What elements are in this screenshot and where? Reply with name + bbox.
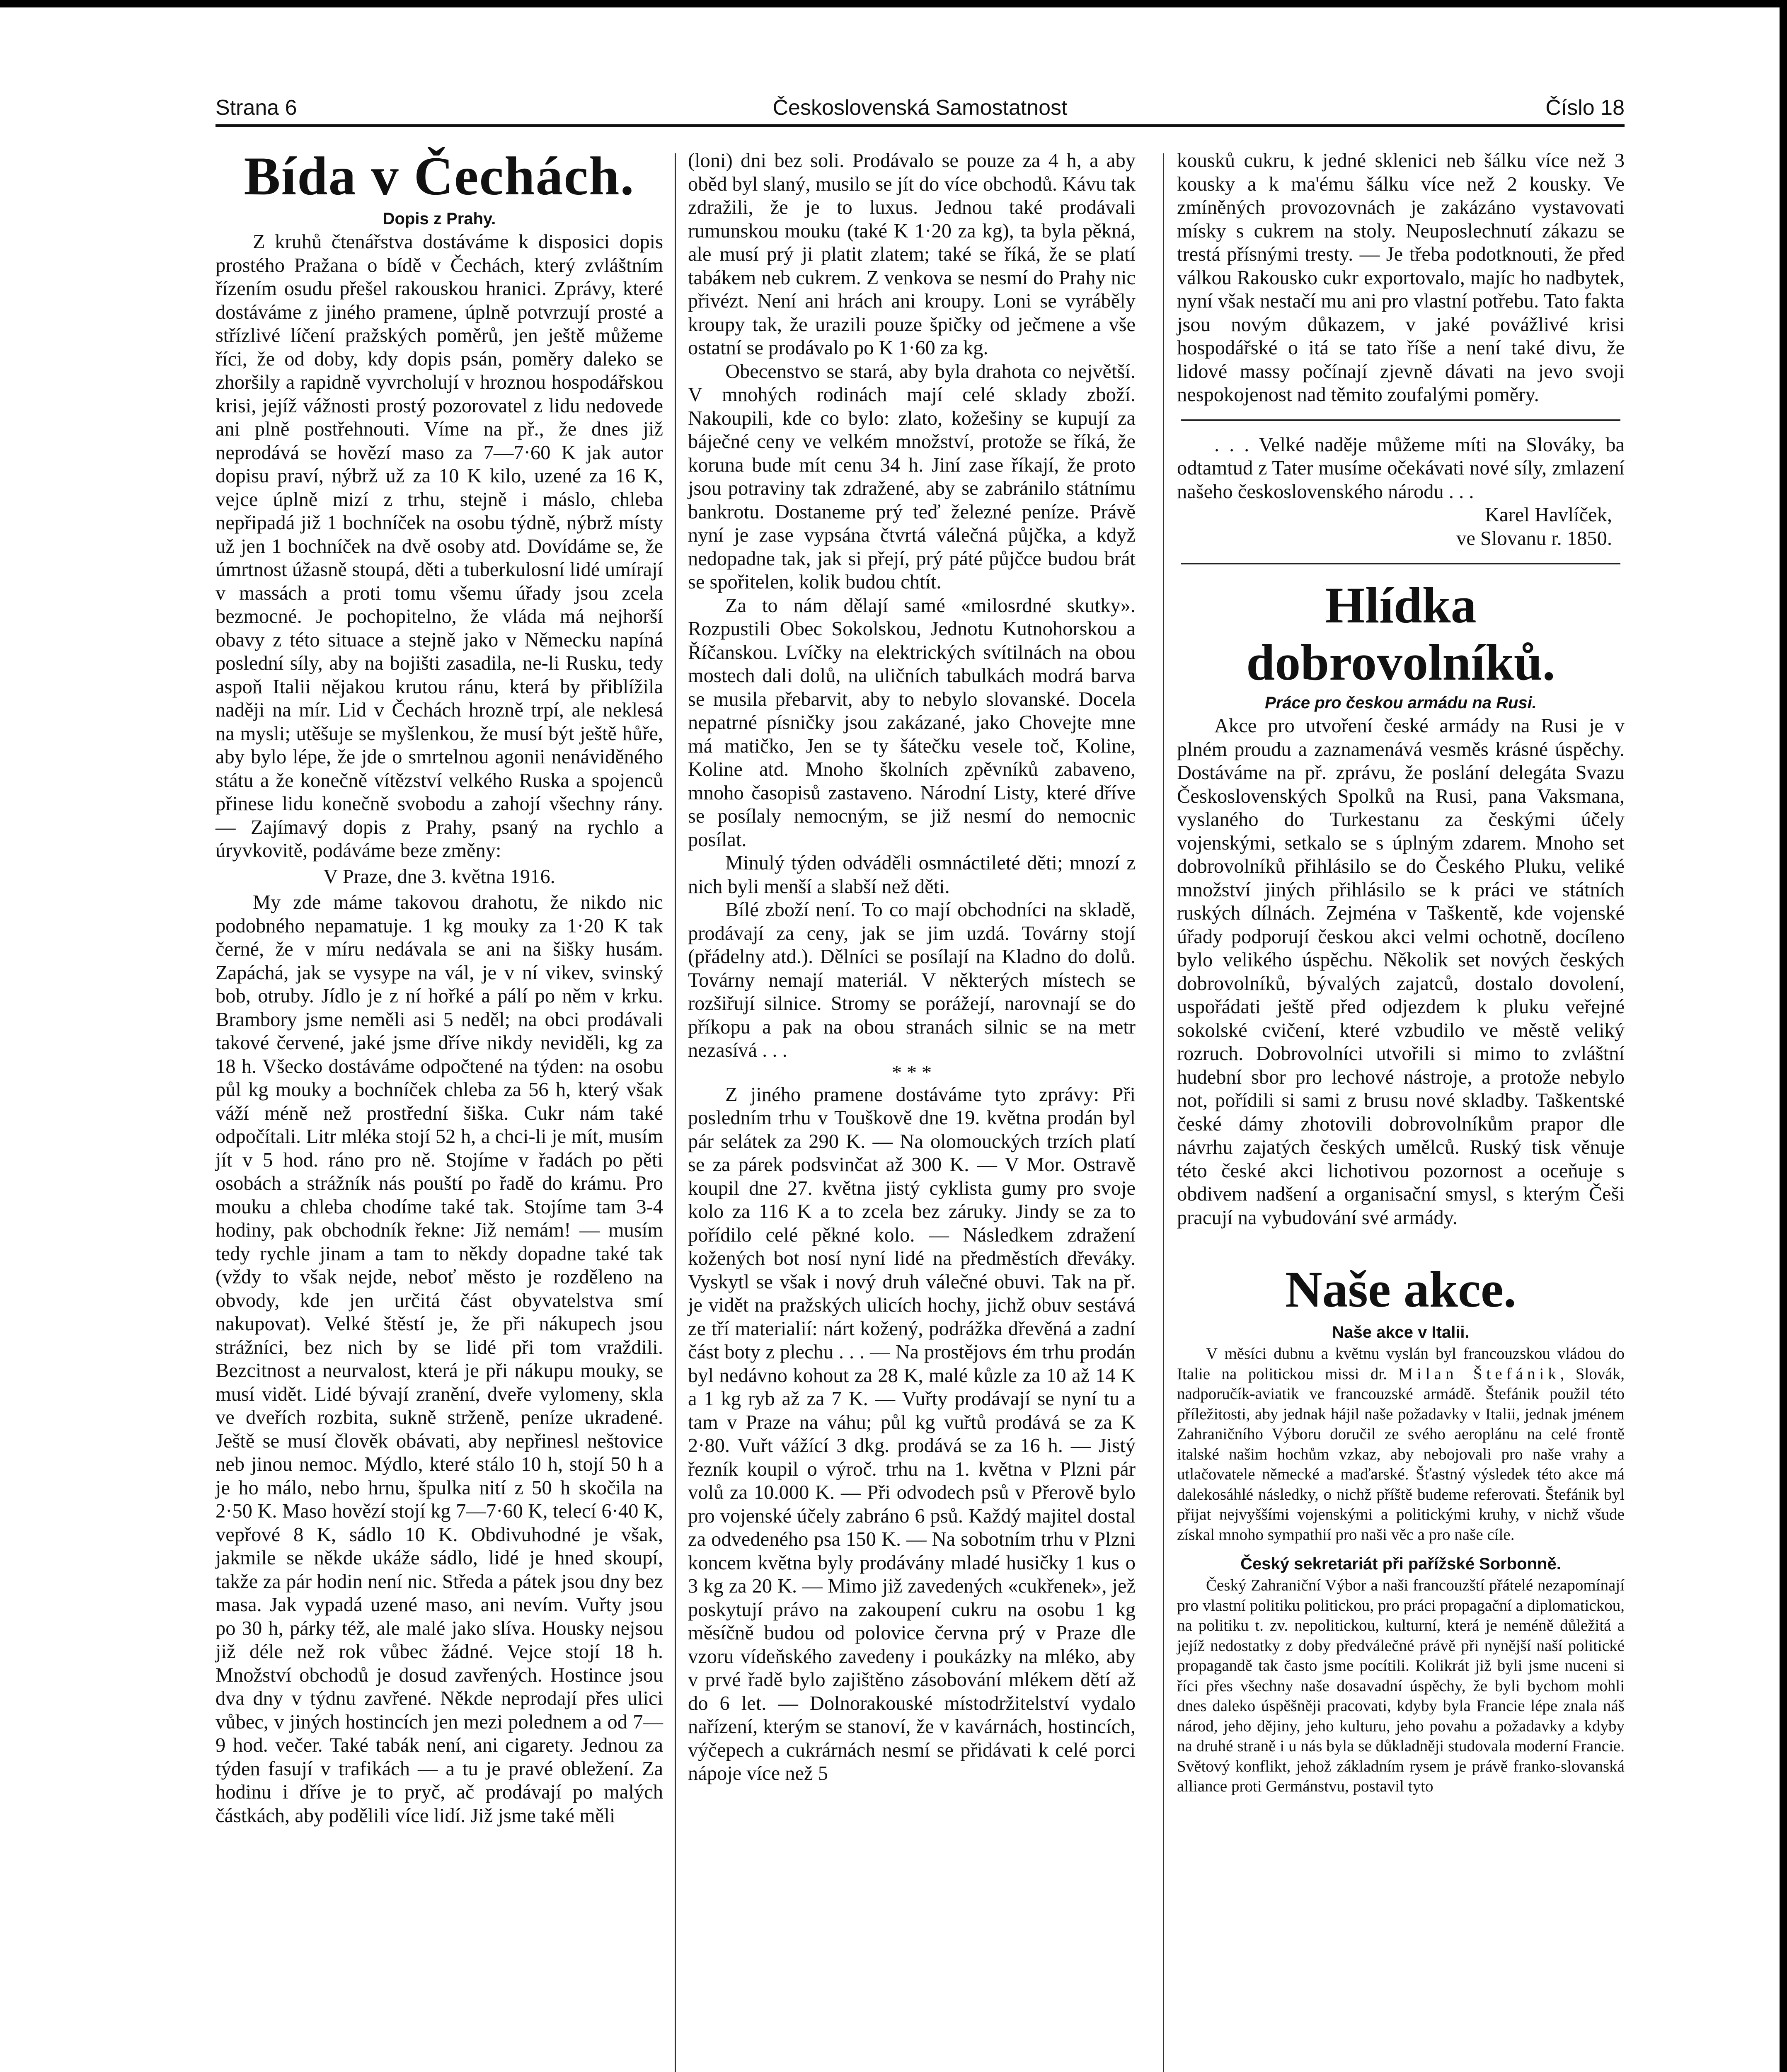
column-rule	[1163, 153, 1164, 2072]
issue-number: Číslo 18	[1545, 96, 1625, 120]
stefanik-name: Milan Štefánik	[1398, 1365, 1560, 1383]
article-title-hlidka: Hlídka dobrovolníků.	[1246, 577, 1555, 691]
running-head	[216, 95, 1625, 124]
letter-paragraph: Za to nám dělají samé «milosrdné skutky». Rozpustili Obec Sokolskou, Jednotu Kutnohorskou a Říčanskou. Lvíčky na elektrických svítilnách na obou mostech dali dolů, na uličních tabulkách modrá barva se musila přebarvit, aby to nebylo slovanské. Docela nepatrné písničky jsou zakázané, jako Chovejte mne má matičko, Jen se ty šátečku vesele toč, Koline, Koline atd. Mnoho školních zpěvníků zabaveno, mnoho časopisů zastaveno. Národní Listy, které dříve se posílaly nemocným, se již nesmí do nemocnic posílat.	[688, 594, 1136, 851]
quote-text: . . . Velké naděje můžeme míti na Slováky, ba odtamtud z Tater musíme očekávati nové síly, zmlazení našeho československého národu . . .	[1177, 433, 1625, 503]
section-rule	[1181, 419, 1620, 421]
column-3	[1177, 149, 1625, 1797]
hlidka-paragraph: Akce pro utvoření české armády na Rusi je v plném proudu a zaznamenává vesměs krásné úspěchy. Dostáváme na př. zprávu, že poslání delegáta Svazu Československých Spolků na Rusi, pana Vaksmana, vyslaného do Turkestanu za českými účely vojenskými, setkalo se s úplným zdarem. Mnoho set dobrovolníků přihlásilo se do Českého Pluku, veliké množství jiných přihlásilo se k práci ve státních ruských dílnách. Zejména v Taškentě, kde vojenské úřady podporují českou akci velmi ochotně, docíleno bylo velikého úspěchu. Několik set nových českých dobrovolníků, bývalých zajatců, dostalo dovolení, uspořádati ještě před odjezdem k pluku veřejné sokolské cvičení, které vzbudilo ve městě veliký rozruch. Dobrovolníci utvořili si mimo to zvláštní hudební sbor pro lechové nástroje, a protože nebylo not, pořídili si sami z brusu nové skladby. Taškentské české dámy zhotovili dobrovolníkům prapor dle návrhu zajatých českých umělců. Ruský tisk věnuje této české akci lichotivou pozornost a oceňuje s obdivem nadšení a organisační smysl, s kterým Češi pracují na vybudování své armády.	[1177, 715, 1625, 1229]
header-rule	[216, 124, 1625, 127]
letter-paragraph: My zde máme takovou drahotu, že nikdo nic podobného nepamatuje. 1 kg mouky za 1·20 K tak černé, že v míru nedávala se ani na šišky husám. Zapáchá, jak se vysype na vál, je v ní vikev, svinský bob, otruby. Jídlo je z ní hořké a pálí po něm v krku. Brambory jsme neměli asi 5 neděl; na obci prodávali takové červené, jaké jsme dříve nikdy neviděli, kg za 18 h. Všecko dostáváme odpočtené na týden: na osobu půl kg mouky a bochníček chleba za 56 h, který však váží méně než prostřední šiška. Cukr nám také odpočítali. Litr mléka stojí 52 h, a chci-li je mít, musím jít v 5 hod. ráno pro ně. Stojíme v řadách po pěti osobách a strážník nás pouští po řadě do krámu. Pro mouku a chleba chodíme také tak. Stojíme tam 3-4 hodiny, pak obchodník řekne: Již nemám! — musím tedy rychle jinam a tam to někdy dopadne také tak (vždy to však nejde, neboť město je rozděleno na obvody, kde jen určitá část obyvatelstva smí nakupovat). Velké štěstí je, že při nákupech jsou strážníci, bez nich by se lidé při tom vraždili. Bezcitnost a neurvalost, která je při nákupu mouky, se musí vidět. Lidé bývají zranění, dveře vylomeny, skla ve dveřích rozbita, sukně strženě, peníze ukradené. Ještě se musí člověk obávati, aby nepřinesl neštovice neb jinou nemoc. Mýdlo, které stálo 10 h, stojí 50 h a je ho málo, nebo hrnu, špulka nití z 50 h skočila na 2·50 K. Maso hovězí stojí kg 7—7·60 K, telecí 6·40 K, vepřové 8 K, sádlo 10 K. Obdivuhodné je však, jakmile se někde ukáže sádlo, lidé je hned skoupí, takže za pár hodin není nic. Středa a pátek jsou dny bez masa. Jak vypadá uzené maso, ani nevím. Vuřty jsou po 30 h, párky též, ale malé jako slíva. Housky nejsou již déle než rok vůbec žádné. Vejce stojí 18 h. Množství obchodů je dosud zavřených. Hostince jsou dva dny v týdnu zavřené. Někde neprodají přes ulici vůbec, v jiných hostincích jen mezi polednem a od 7—9 hod. večer. Také tabák není, ani cigarety. Jednou za týden fasují v trafikách — a tu je pravé obležení. Za hodinu i dříve je to pryč, ač prodávají po malých částkách, aby podělili více lidí. Již jsme také měli	[216, 891, 663, 1827]
letter-paragraph: Bílé zboží není. To co mají obchodníci na skladě, prodávají za ceny, jak se jim uzdá. Továrny stojí (přádelny atd.). Dělníci se posílají na Kladno do dolů. Továrny nemají materiál. V některých místech se rozšiřují silnice. Stromy se porážejí, narovnají se do příkopu a pak na obou stranách silnic se na metr nezasívá . . .	[688, 899, 1136, 1061]
italy-paragraph	[1177, 1344, 1625, 1545]
scan-top-edge	[0, 0, 1787, 7]
news-paragraph: kousků cukru, k jedné sklenici neb šálku více než 3 kousky a k ma'ému šálku více než 2 kousky. Ve zmíněných provozovnách je zakázáno vystavovati mísky s cukrem na stoly. Neuposlechnutí zákazu se trestá přísnými tresty. — Je třeba podotknouti, že před válkou Rakousko cukr exportovalo, majíc ho nadbytek, nyní však nestačí mu ani pro vlastní potřebu. Tato fakta jsou novým důkazem, v jaké povážlivé krisi hospodářské o itá se tato říše a není také divu, že lidové massy počínají zjevně dávati na jevo svoji nespokojenost nad těmito zoufalými poměry.	[1177, 150, 1625, 406]
sorbonne-subtitle: Český sekretariát při pařížské Sorbonně.	[1240, 1555, 1561, 1573]
article-title-bida: Bída v Čechách.	[244, 145, 635, 206]
intro-paragraph: Z kruhů čtenářstva dostáváme k disposici dopis prostého Pražana o bídě v Čechách, který zvláštním řízením osudu přešel rakouskou hranici. Zprávy, které dostáváme z jiného pramene, úplně potvrzují prosté a střízlivé líčení pražských poměrů, jen ještě můžeme říci, že od doby, kdy dopis psán, poměry daleko se zhoršily a rapidně vyvrcholují v hroznou hospodářskou krisi, jejíž vážnosti prostý pozorovatel z lidu nedovede ani plně postřehnouti. Víme na př., že dnes již neprodává se hovězí maso za 7—7·60 K jak autor dopisu praví, nýbrž už za 10 K kilo, uzené za 16 K, vejce úplně mizí z trhu, stejně i máslo, chleba nepřipadá již 1 bochníček na osobu týdně, nýbrž místy už jen 1 bochníček na dvě osoby atd. Dovídáme se, že úmrtnost úžasně stoupá, děti a tuberkulosní lidé umírají v massách a proti tomu všemu úřady jsou zcela bezmocné. Je pochopitelno, že vláda má nejhorší obavy z této situace a stejně jako v Německu napíná poslední síly, aby na bojišti zasadila, ne-li Rusku, tedy aspoň Italii nějakou krutou ránu, která by přiblížila naději na mír. Lid v Čechách hrozně trpí, ale neklesá na mysli; utěšuje se myšlenkou, že musí být ještě hůře, aby bylo lépe, že jde o smrtelnou agonii nenáviděného státu a že konečně vítězství velkého Ruska a spojenců přinese lidu konečně svobodu a zahojí všechny rány. — Zajímavý dopis z Prahy, psaný na rychlo a úryvkovitě, podáváme beze změny:	[216, 231, 663, 862]
sorbonne-paragraph: Český Zahraniční Výbor a naši francouzští přátelé nezapomínají pro vlastní politiku politickou, pro práci propagační a diplomatickou, na politiku t. zv. nepolitickou, kulturní, která je neméně důležitá a jejíž nedostatky z doby předválečné právě při nynější naší politické propagandě tak často jsme pocítili. Kolikrát již byli jsme nuceni si říci přes všechny naše dosavadní úspěchy, že byli bychom mohli dnes daleko úspěšněji pracovati, kdyby byla Francie lépe znala náš národ, jeho dějiny, jeho kulturu, jeho povahu a požadavky a kdyby na druhé straně i u nás byla se důkladněji studovala moderní Francie. Světový konflikt, jehož základním rysem je právě franko-slovanská alliance proti Germánstvu, postavil tyto	[1177, 1576, 1625, 1795]
quote-author: Karel Havlíček,	[1484, 504, 1612, 526]
letter-dateline: V Praze, dne 3. května 1916.	[323, 865, 555, 888]
paper-title: Československá Samostatnost	[772, 96, 1068, 120]
news-paragraph: Z jiného pramene dostáváme tyto zprávy: Při posledním trhu v Touškově dne 19. května prodán byl pár selátek za 290 K. — Na olomouckých trzích platí se za párek podsvinčat až 300 K. — V Mor. Ostravě koupil dne 27. května jistý cyklista gumy pro svoje kolo za 116 K a to zcela bez záruky. Jindy se za to pořídilo celé pěkné kolo. — Následkem zdražení kožených bot nosí nyní lidé na předměstích dřeváky. Vyskytl se však i nový druh válečné obuvi. Tak na př. je vidět na pražských ulicích hochy, jichž obuv sestává ze tří materialií: nárt kožený, podrážka dřevěná a zadní část boty z plechu . . . — Na prostějovs ém trhu prodán byl nedávno kohout za 28 K, malé kůzle za 10 až 14 K a 1 kg ryb až za 7 K. — Vuřty prodávají se nyní tu a tam v Praze na váhu; půl kg vuřtů prodává se za K 2·80. Vuřt vážící 3 dkg. prodává se za 16 h. — Jistý řezník koupil o výroč. trhu na 1. května v Plzni pár volů za 10.000 K. — Při odvodech psů v Přerově bylo pro vojenské účely zabráno 6 psů. Každý majitel dostal za odvedeného psa 150 K. — Na sobotním trhu v Plzni koncem května byly prodávány mladé husičky 1 kus o 3 kg za 20 K. — Mimo již zavedených «cukřenek», jež poskytují právo na zakoupení cukru na osobu 1 kg měsíčně budou od polovice června prý v Praze dle vzoru vídeňského zavedeny i poukázky na mléko, aby v prvé řadě bylo zajištěno zásobování mlékem dětí až do 6 let. — Dolnorakouské místodržitelství vydalo nařízení, kterým se stanoví, že v kavárnách, hostincích, výčepech a cukrárnách nesmí se přidávati k celé porci nápoje více než 5	[688, 1083, 1136, 1784]
page-label: Strana 6	[216, 96, 297, 120]
article-subtitle-hlidka: Práce pro českou armádu na Rusi.	[1265, 694, 1537, 712]
section-separator: * * *	[892, 1061, 932, 1084]
article-subtitle-nase-akce: Naše akce v Italii.	[1332, 1323, 1470, 1341]
nase-akce-body	[1177, 1344, 1625, 1797]
article-title-nase-akce: Naše akce.	[1285, 1261, 1516, 1318]
letter-paragraph: Minulý týden odváděli osmnáctileté děti; mnozí z nich byli menší a slabší než děti.	[688, 852, 1136, 898]
column-2	[688, 149, 1136, 1786]
letter-paragraph: Obecenstvo se stará, aby byla drahota co největší. V mnohých rodinách mají celé sklady zboží. Nakoupili, kde co bylo: zlato, kožešiny se kupují za báječné ceny ve velkém množství, protože se říká, že koruna bude mít cenu 34 h. Jiní zase říkají, že proto jsou potraviny tak zdražené, aby se zabránilo státnímu bankrotu. Dostaneme prý teď železné peníze. Právě nyní je zase vypsána čtvrtá válečná půjčka, a když nedopadne tak, jak si přejí, prý páté půjčce budou brát se spořitelen, kolik budou chtít.	[688, 360, 1136, 593]
column-1	[216, 145, 663, 1828]
quote-source: ve Slovanu r. 1850.	[1456, 527, 1612, 549]
column-rule	[675, 153, 676, 2072]
havlicek-quote	[1177, 433, 1625, 551]
section-rule	[1181, 563, 1620, 564]
italy-text-post: , Slovák, nadporučík-aviatik ve francouzské armádě. Štefánik použil této příležitosti, aby jednak hájil naše požadavky v Italii, jednak jménem Zahraničního Výboru doručil ze svého aeroplánu na celé frontě italské našim hochům vzkaz, aby nebojovali pro naše vrahy a utlačovatele německé a maďarské. Šťastný výsledek této akce má dalekosáhlé následky, o nichž příště budeme referovati. Štefánik byl přijat nejvyššími vojenskými a politickými kruhy, v nichž všude získal mnoho sympathií pro naši věc a pro naše cíle.	[1177, 1365, 1625, 1544]
letter-paragraph: (loni) dni bez soli. Prodávalo se pouze za 4 h, a aby oběd byl slaný, musilo se jít do více obchodů. Kávu tak zdražili, že je to luxus. Jednou také prodávali rumunskou mouku (také K 1·20 za kg), ta byla pěkná, ale musí prý ji platit zlatem; také se říká, že se platí tabákem neb cukrem. Z venkova se nesmí do Prahy nic přivézt. Není ani hrách ani kroupy. Loni se vyráběly kroupy tak, že urazili pouze špičky od ječmene a vše ostatní se prodávalo po K 1·60 za kg.	[688, 150, 1136, 359]
article-subtitle-bida: Dopis z Prahy.	[383, 210, 496, 228]
italy-text-pre: V měsíci dubnu a květnu vyslán byl francouzskou vládou do Italie na politickou missi dr.	[1177, 1345, 1625, 1383]
scan-right-edge	[1780, 0, 1787, 2072]
